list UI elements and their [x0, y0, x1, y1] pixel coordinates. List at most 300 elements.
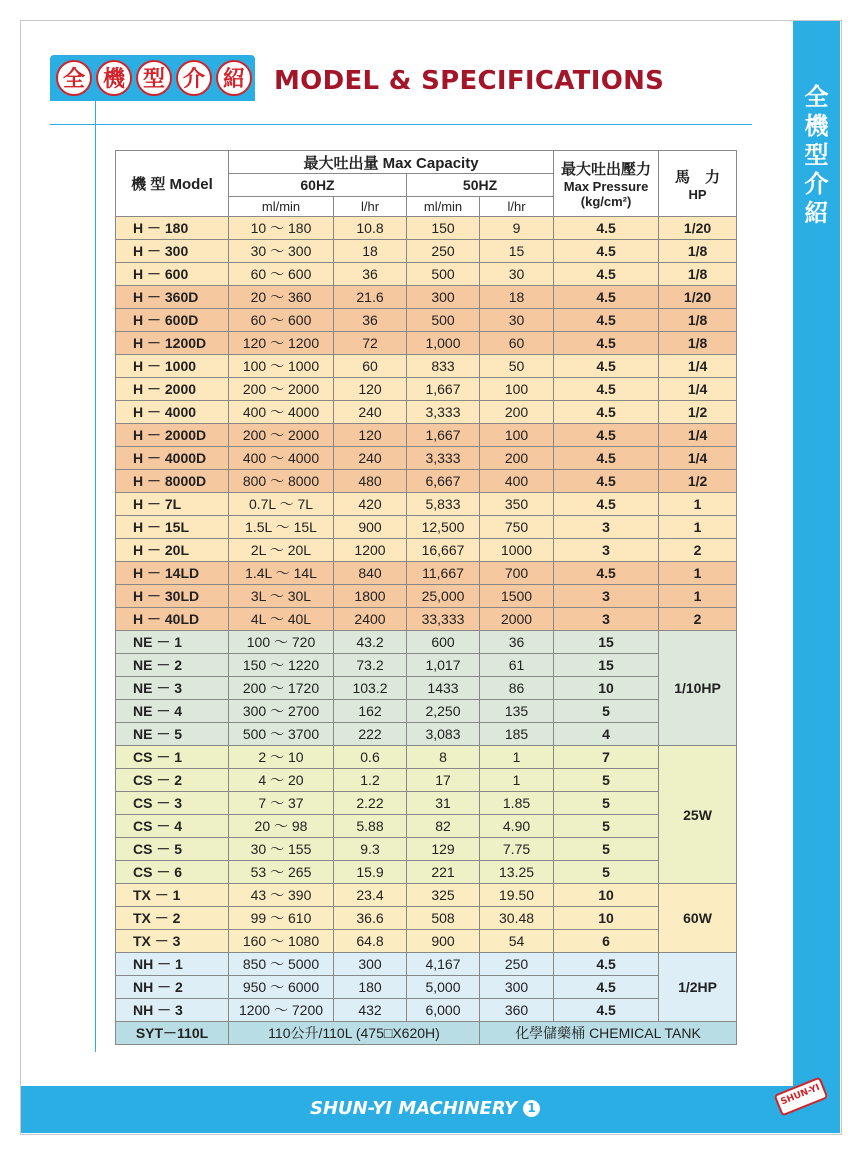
- table-row: [116, 332, 737, 355]
- pressure-cell: 4.5: [554, 447, 659, 470]
- model-cell: CS － 5: [116, 838, 229, 861]
- capacity-50-lhr-cell: 61: [480, 654, 554, 677]
- footer-brand: [310, 1098, 540, 1119]
- pressure-cell: 10: [554, 884, 659, 907]
- capacity-50-mlmin-cell: 11,667: [407, 562, 480, 585]
- capacity-60-mlmin-cell: 30 ～ 155: [229, 838, 334, 861]
- table-row: [116, 976, 737, 999]
- hp-cell: 1: [659, 516, 737, 539]
- table-row: [116, 309, 737, 332]
- capacity-60-lhr-cell: 840: [334, 562, 407, 585]
- capacity-50-lhr-cell: 1500: [480, 585, 554, 608]
- capacity-50-mlmin-cell: 6,000: [407, 999, 480, 1022]
- header-char: 機: [96, 60, 132, 96]
- model-cell: H － 360D: [116, 286, 229, 309]
- capacity-50-lhr-cell: 1.85: [480, 792, 554, 815]
- unit-mlmin-60: ml/min: [229, 197, 334, 217]
- pressure-cell: 7: [554, 746, 659, 769]
- capacity-50-mlmin-cell: 1,017: [407, 654, 480, 677]
- pressure-cell: 6: [554, 930, 659, 953]
- capacity-60-mlmin-cell: 99 ～ 610: [229, 907, 334, 930]
- capacity-60-mlmin-cell: 20 ～ 98: [229, 815, 334, 838]
- capacity-50-lhr-cell: 400: [480, 470, 554, 493]
- model-cell: H － 300: [116, 240, 229, 263]
- capacity-60-mlmin-cell: 100 ～ 1000: [229, 355, 334, 378]
- capacity-60-lhr-cell: 1.2: [334, 769, 407, 792]
- pressure-cell: 15: [554, 631, 659, 654]
- capacity-60-mlmin-cell: 10 ～ 180: [229, 217, 334, 240]
- capacity-50-mlmin-cell: 1433: [407, 677, 480, 700]
- table-row: [116, 631, 737, 654]
- pressure-cell: 4.5: [554, 562, 659, 585]
- capacity-60-mlmin-cell: 0.7L ～ 7L: [229, 493, 334, 516]
- table-row: [116, 424, 737, 447]
- capacity-60-mlmin-cell: 4L ～ 40L: [229, 608, 334, 631]
- capacity-50-lhr-cell: 700: [480, 562, 554, 585]
- capacity-50-mlmin-cell: 6,667: [407, 470, 480, 493]
- capacity-60-lhr-cell: 64.8: [334, 930, 407, 953]
- table-row: [116, 470, 737, 493]
- table-row: [116, 907, 737, 930]
- model-cell: H － 4000: [116, 401, 229, 424]
- model-cell: NE － 1: [116, 631, 229, 654]
- capacity-60-mlmin-cell: 1.5L ～ 15L: [229, 516, 334, 539]
- pressure-cell: 5: [554, 769, 659, 792]
- header-hp-cn: 馬 力: [675, 168, 721, 186]
- hp-cell: 1/2: [659, 401, 737, 424]
- capacity-60-mlmin-cell: 3L ～ 30L: [229, 585, 334, 608]
- table-row: [116, 585, 737, 608]
- capacity-60-mlmin-cell: 60 ～ 600: [229, 263, 334, 286]
- table-row-tank: [116, 1022, 737, 1045]
- capacity-50-mlmin-cell: 3,333: [407, 447, 480, 470]
- pressure-cell: 4.5: [554, 999, 659, 1022]
- table-row: [116, 217, 737, 240]
- table-row: [116, 447, 737, 470]
- capacity-60-lhr-cell: 420: [334, 493, 407, 516]
- model-cell: H － 600D: [116, 309, 229, 332]
- table-row: [116, 608, 737, 631]
- capacity-60-lhr-cell: 18: [334, 240, 407, 263]
- table-row: [116, 539, 737, 562]
- capacity-60-lhr-cell: 120: [334, 424, 407, 447]
- model-cell: NE － 2: [116, 654, 229, 677]
- capacity-50-lhr-cell: 100: [480, 378, 554, 401]
- header-60hz: 60HZ: [229, 174, 407, 197]
- capacity-60-mlmin-cell: 200 ～ 1720: [229, 677, 334, 700]
- capacity-60-mlmin-cell: 950 ～ 6000: [229, 976, 334, 999]
- side-title-char: 全: [804, 83, 829, 111]
- hp-cell: 1/4: [659, 378, 737, 401]
- hp-cell: 1: [659, 493, 737, 516]
- capacity-50-lhr-cell: 30: [480, 263, 554, 286]
- tank-desc-cell: 化學儲藥桶 CHEMICAL TANK: [480, 1022, 737, 1045]
- header-char: 介: [176, 60, 212, 96]
- model-cell: H － 30LD: [116, 585, 229, 608]
- pressure-cell: 4.5: [554, 401, 659, 424]
- table-row: [116, 723, 737, 746]
- capacity-50-lhr-cell: 250: [480, 953, 554, 976]
- capacity-60-mlmin-cell: 160 ～ 1080: [229, 930, 334, 953]
- pressure-cell: 4: [554, 723, 659, 746]
- hp-cell: 1/20: [659, 217, 737, 240]
- unit-lhr-50: l/hr: [480, 197, 554, 217]
- capacity-60-lhr-cell: 120: [334, 378, 407, 401]
- capacity-50-mlmin-cell: 2,250: [407, 700, 480, 723]
- capacity-60-mlmin-cell: 43 ～ 390: [229, 884, 334, 907]
- capacity-60-lhr-cell: 2400: [334, 608, 407, 631]
- hp-cell: 25W: [659, 746, 737, 884]
- model-cell: TX － 1: [116, 884, 229, 907]
- capacity-60-lhr-cell: 10.8: [334, 217, 407, 240]
- pressure-cell: 4.5: [554, 953, 659, 976]
- capacity-50-mlmin-cell: 221: [407, 861, 480, 884]
- model-cell: NE － 5: [116, 723, 229, 746]
- pressure-cell: 4.5: [554, 309, 659, 332]
- capacity-50-lhr-cell: 750: [480, 516, 554, 539]
- table-row: [116, 263, 737, 286]
- capacity-50-lhr-cell: 13.25: [480, 861, 554, 884]
- tank-spec-cell: 110公升/110L (475□X620H): [229, 1022, 480, 1045]
- capacity-50-mlmin-cell: 3,333: [407, 401, 480, 424]
- capacity-60-lhr-cell: 103.2: [334, 677, 407, 700]
- capacity-50-mlmin-cell: 833: [407, 355, 480, 378]
- pressure-cell: 5: [554, 838, 659, 861]
- table-row: [116, 700, 737, 723]
- capacity-50-lhr-cell: 9: [480, 217, 554, 240]
- pressure-cell: 4.5: [554, 263, 659, 286]
- hp-cell: 2: [659, 608, 737, 631]
- capacity-50-lhr-cell: 360: [480, 999, 554, 1022]
- pressure-cell: 4.5: [554, 217, 659, 240]
- side-bar: [793, 21, 840, 1086]
- pressure-cell: 5: [554, 700, 659, 723]
- spec-table-body: [116, 217, 737, 1045]
- pressure-cell: 5: [554, 815, 659, 838]
- table-row: [116, 884, 737, 907]
- capacity-60-lhr-cell: 900: [334, 516, 407, 539]
- spec-table: [115, 150, 737, 1045]
- table-row: [116, 516, 737, 539]
- unit-lhr-60: l/hr: [334, 197, 407, 217]
- capacity-60-mlmin-cell: 20 ～ 360: [229, 286, 334, 309]
- capacity-60-lhr-cell: 73.2: [334, 654, 407, 677]
- table-row: [116, 562, 737, 585]
- model-cell: H － 8000D: [116, 470, 229, 493]
- capacity-50-mlmin-cell: 1,667: [407, 378, 480, 401]
- side-title: [793, 83, 840, 228]
- model-cell: CS － 3: [116, 792, 229, 815]
- capacity-50-lhr-cell: 300: [480, 976, 554, 999]
- capacity-50-mlmin-cell: 17: [407, 769, 480, 792]
- pressure-cell: 4.5: [554, 286, 659, 309]
- capacity-50-lhr-cell: 18: [480, 286, 554, 309]
- capacity-50-lhr-cell: 19.50: [480, 884, 554, 907]
- table-row: [116, 930, 737, 953]
- capacity-60-lhr-cell: 36: [334, 263, 407, 286]
- capacity-60-lhr-cell: 21.6: [334, 286, 407, 309]
- capacity-50-mlmin-cell: 5,000: [407, 976, 480, 999]
- capacity-50-mlmin-cell: 325: [407, 884, 480, 907]
- capacity-60-lhr-cell: 480: [334, 470, 407, 493]
- capacity-50-mlmin-cell: 3,083: [407, 723, 480, 746]
- capacity-60-lhr-cell: 36.6: [334, 907, 407, 930]
- capacity-60-lhr-cell: 5.88: [334, 815, 407, 838]
- header-pressure-en: Max Pressure: [563, 179, 649, 194]
- capacity-60-mlmin-cell: 2 ～ 10: [229, 746, 334, 769]
- capacity-60-mlmin-cell: 100 ～ 720: [229, 631, 334, 654]
- capacity-60-mlmin-cell: 30 ～ 300: [229, 240, 334, 263]
- capacity-50-mlmin-cell: 250: [407, 240, 480, 263]
- capacity-60-mlmin-cell: 400 ～ 4000: [229, 447, 334, 470]
- capacity-60-lhr-cell: 15.9: [334, 861, 407, 884]
- pressure-cell: 3: [554, 539, 659, 562]
- table-row: [116, 792, 737, 815]
- accent-vertical-line: [95, 92, 96, 1052]
- page-number: 1: [523, 1100, 540, 1117]
- table-row: [116, 838, 737, 861]
- capacity-60-mlmin-cell: 120 ～ 1200: [229, 332, 334, 355]
- pressure-cell: 15: [554, 654, 659, 677]
- capacity-60-mlmin-cell: 53 ～ 265: [229, 861, 334, 884]
- capacity-60-lhr-cell: 222: [334, 723, 407, 746]
- capacity-60-lhr-cell: 9.3: [334, 838, 407, 861]
- capacity-50-lhr-cell: 30: [480, 309, 554, 332]
- capacity-60-lhr-cell: 240: [334, 401, 407, 424]
- capacity-60-lhr-cell: 162: [334, 700, 407, 723]
- table-row: [116, 999, 737, 1022]
- capacity-60-mlmin-cell: 7 ～ 37: [229, 792, 334, 815]
- hp-cell: 1/4: [659, 355, 737, 378]
- pressure-cell: 3: [554, 516, 659, 539]
- hp-cell: 1/20: [659, 286, 737, 309]
- model-cell: NH － 1: [116, 953, 229, 976]
- capacity-50-lhr-cell: 350: [480, 493, 554, 516]
- table-row: [116, 286, 737, 309]
- model-cell: NE － 3: [116, 677, 229, 700]
- pressure-cell: 5: [554, 792, 659, 815]
- header-char: 型: [136, 60, 172, 96]
- model-cell: H － 180: [116, 217, 229, 240]
- unit-mlmin-50: ml/min: [407, 197, 480, 217]
- table-row: [116, 355, 737, 378]
- capacity-50-mlmin-cell: 508: [407, 907, 480, 930]
- table-row: [116, 815, 737, 838]
- capacity-50-mlmin-cell: 1,667: [407, 424, 480, 447]
- hp-cell: 2: [659, 539, 737, 562]
- model-cell: NH － 2: [116, 976, 229, 999]
- model-cell: H － 15L: [116, 516, 229, 539]
- capacity-60-lhr-cell: 180: [334, 976, 407, 999]
- capacity-50-lhr-cell: 15: [480, 240, 554, 263]
- footer-brand-text: SHUN-YI MACHINERY: [310, 1098, 518, 1119]
- capacity-60-lhr-cell: 0.6: [334, 746, 407, 769]
- header-char: 紹: [216, 60, 252, 96]
- capacity-50-lhr-cell: 86: [480, 677, 554, 700]
- capacity-60-mlmin-cell: 850 ～ 5000: [229, 953, 334, 976]
- hp-cell: 1/4: [659, 447, 737, 470]
- model-cell: H － 1000: [116, 355, 229, 378]
- capacity-60-mlmin-cell: 4 ～ 20: [229, 769, 334, 792]
- capacity-50-mlmin-cell: 82: [407, 815, 480, 838]
- pressure-cell: 10: [554, 907, 659, 930]
- hp-cell: 1/8: [659, 263, 737, 286]
- capacity-60-lhr-cell: 72: [334, 332, 407, 355]
- capacity-50-mlmin-cell: 150: [407, 217, 480, 240]
- capacity-60-mlmin-cell: 2L ～ 20L: [229, 539, 334, 562]
- table-row: [116, 654, 737, 677]
- table-row: [116, 861, 737, 884]
- capacity-60-mlmin-cell: 300 ～ 2700: [229, 700, 334, 723]
- header-capacity: 最大吐出量 Max Capacity: [229, 151, 554, 174]
- capacity-60-lhr-cell: 60: [334, 355, 407, 378]
- hp-cell: 1/8: [659, 240, 737, 263]
- model-cell: H － 600: [116, 263, 229, 286]
- pressure-cell: 4.5: [554, 332, 659, 355]
- capacity-50-lhr-cell: 60: [480, 332, 554, 355]
- model-cell: H － 14LD: [116, 562, 229, 585]
- capacity-50-mlmin-cell: 900: [407, 930, 480, 953]
- capacity-50-mlmin-cell: 33,333: [407, 608, 480, 631]
- hp-cell: 60W: [659, 884, 737, 953]
- pressure-cell: 3: [554, 585, 659, 608]
- capacity-60-mlmin-cell: 400 ～ 4000: [229, 401, 334, 424]
- model-cell: H － 7L: [116, 493, 229, 516]
- header-50hz: 50HZ: [407, 174, 554, 197]
- capacity-50-mlmin-cell: 500: [407, 309, 480, 332]
- pressure-cell: 4.5: [554, 355, 659, 378]
- side-title-char: 介: [804, 170, 829, 198]
- model-cell: CS － 6: [116, 861, 229, 884]
- pressure-cell: 4.5: [554, 378, 659, 401]
- capacity-50-lhr-cell: 100: [480, 424, 554, 447]
- table-row: [116, 746, 737, 769]
- model-cell: CS － 4: [116, 815, 229, 838]
- hp-cell: 1/8: [659, 309, 737, 332]
- model-cell: H － 2000D: [116, 424, 229, 447]
- capacity-60-lhr-cell: 2.22: [334, 792, 407, 815]
- capacity-60-lhr-cell: 240: [334, 447, 407, 470]
- hp-cell: 1: [659, 585, 737, 608]
- model-cell: TX － 3: [116, 930, 229, 953]
- side-title-char: 型: [804, 141, 829, 169]
- capacity-50-mlmin-cell: 300: [407, 286, 480, 309]
- capacity-60-lhr-cell: 1800: [334, 585, 407, 608]
- hp-cell: 1/2: [659, 470, 737, 493]
- capacity-50-mlmin-cell: 16,667: [407, 539, 480, 562]
- header-chars: [56, 60, 252, 96]
- table-row: [116, 401, 737, 424]
- capacity-50-lhr-cell: 50: [480, 355, 554, 378]
- capacity-50-lhr-cell: 1000: [480, 539, 554, 562]
- model-cell: H － 2000: [116, 378, 229, 401]
- capacity-50-mlmin-cell: 12,500: [407, 516, 480, 539]
- side-title-char: 紹: [804, 199, 829, 227]
- pressure-cell: 4.5: [554, 493, 659, 516]
- pressure-cell: 4.5: [554, 976, 659, 999]
- capacity-50-mlmin-cell: 600: [407, 631, 480, 654]
- capacity-50-lhr-cell: 2000: [480, 608, 554, 631]
- capacity-50-lhr-cell: 30.48: [480, 907, 554, 930]
- pressure-cell: 4.5: [554, 424, 659, 447]
- pressure-cell: 4.5: [554, 470, 659, 493]
- pressure-cell: 3: [554, 608, 659, 631]
- table-row: [116, 769, 737, 792]
- capacity-50-mlmin-cell: 1,000: [407, 332, 480, 355]
- capacity-50-mlmin-cell: 8: [407, 746, 480, 769]
- capacity-60-lhr-cell: 43.2: [334, 631, 407, 654]
- hp-cell: 1/10HP: [659, 631, 737, 746]
- capacity-50-mlmin-cell: 129: [407, 838, 480, 861]
- side-title-char: 機: [804, 112, 829, 140]
- capacity-60-lhr-cell: 23.4: [334, 884, 407, 907]
- capacity-60-mlmin-cell: 150 ～ 1220: [229, 654, 334, 677]
- model-cell: H － 1200D: [116, 332, 229, 355]
- header-pressure-unit: (kg/cm²): [580, 194, 632, 209]
- capacity-50-lhr-cell: 200: [480, 447, 554, 470]
- model-cell: NH － 3: [116, 999, 229, 1022]
- capacity-50-mlmin-cell: 31: [407, 792, 480, 815]
- table-row: [116, 677, 737, 700]
- capacity-50-lhr-cell: 4.90: [480, 815, 554, 838]
- header-hp-en: HP: [688, 186, 707, 202]
- brand-stamp: SHUN-YI: [774, 1076, 829, 1116]
- accent-horizontal-line: [50, 124, 752, 125]
- model-cell: CS － 1: [116, 746, 229, 769]
- hp-cell: 1/8: [659, 332, 737, 355]
- model-cell: H － 40LD: [116, 608, 229, 631]
- capacity-50-mlmin-cell: 5,833: [407, 493, 480, 516]
- table-row: [116, 953, 737, 976]
- header-char: 全: [56, 60, 92, 96]
- capacity-50-mlmin-cell: 500: [407, 263, 480, 286]
- capacity-60-lhr-cell: 1200: [334, 539, 407, 562]
- model-cell: CS － 2: [116, 769, 229, 792]
- header-model: 機 型 Model: [116, 151, 229, 217]
- capacity-50-lhr-cell: 135: [480, 700, 554, 723]
- table-row: [116, 378, 737, 401]
- model-cell: TX － 2: [116, 907, 229, 930]
- capacity-50-mlmin-cell: 25,000: [407, 585, 480, 608]
- model-cell: H － 4000D: [116, 447, 229, 470]
- model-cell: H － 20L: [116, 539, 229, 562]
- capacity-50-lhr-cell: 1: [480, 746, 554, 769]
- header-hp: [659, 151, 737, 217]
- capacity-60-mlmin-cell: 60 ～ 600: [229, 309, 334, 332]
- pressure-cell: 5: [554, 861, 659, 884]
- capacity-50-lhr-cell: 36: [480, 631, 554, 654]
- capacity-50-lhr-cell: 54: [480, 930, 554, 953]
- capacity-50-lhr-cell: 1: [480, 769, 554, 792]
- capacity-60-mlmin-cell: 500 ～ 3700: [229, 723, 334, 746]
- capacity-50-lhr-cell: 7.75: [480, 838, 554, 861]
- hp-cell: 1: [659, 562, 737, 585]
- capacity-60-mlmin-cell: 200 ～ 2000: [229, 424, 334, 447]
- table-row: [116, 240, 737, 263]
- capacity-60-mlmin-cell: 1.4L ～ 14L: [229, 562, 334, 585]
- capacity-60-lhr-cell: 36: [334, 309, 407, 332]
- capacity-60-mlmin-cell: 800 ～ 8000: [229, 470, 334, 493]
- pressure-cell: 4.5: [554, 240, 659, 263]
- capacity-50-lhr-cell: 200: [480, 401, 554, 424]
- table-row: [116, 493, 737, 516]
- pressure-cell: 10: [554, 677, 659, 700]
- capacity-60-lhr-cell: 300: [334, 953, 407, 976]
- header-pressure-cn: 最大吐出壓力: [561, 161, 652, 178]
- capacity-50-mlmin-cell: 4,167: [407, 953, 480, 976]
- capacity-50-lhr-cell: 185: [480, 723, 554, 746]
- hp-cell: 1/4: [659, 424, 737, 447]
